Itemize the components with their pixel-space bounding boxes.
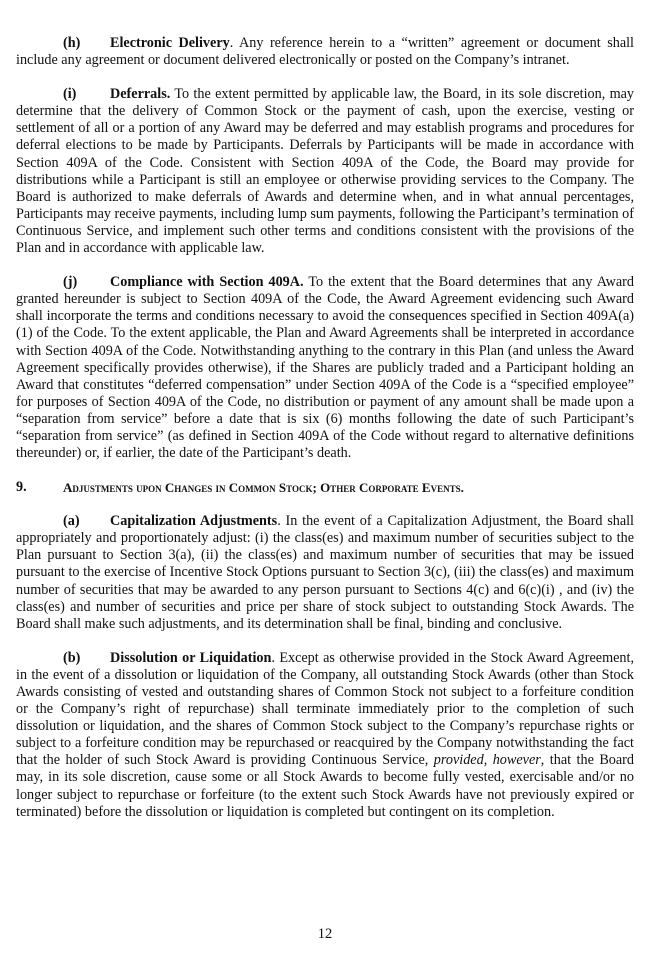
spacer [16,257,634,274]
spacer [16,462,634,479]
section-a-capitalization-adjustments [16,513,634,633]
section-h-heading: Electronic Delivery [110,35,230,51]
section-b-dissolution-liquidation [16,650,634,821]
spacer [16,633,634,650]
section-i-body: To the extent permitted by applicable law, the Board, in its sole discretion, may determine that the delivery of Common Stock or the payment of cash, upon the exercise, vesting or settlement of all or a portion of any Award may be deferred and may establish programs and procedures for deferral elections to be made by Participants. Deferrals by Participants will be made in accordance with Section 409A of the Code. Consistent with Section 409A of the Code, the Board may provide for distributions while a Participant is still an employee or otherwise providing services to the Company. The Board is authorized to make deferrals of Awards and determine when, and in what annual percentages, Participants may receive payments, including lump sum payments, following the Participant’s termination of Continuous Service, and implement such other terms and conditions consistent with the provisions of the Plan and in accordance with applicable law. [16,86,634,257]
spacer [16,496,634,513]
section-j-heading: Compliance with Section 409A. [110,274,304,291]
section-9-number: 9. [16,479,27,496]
section-h-electronic-delivery [16,35,634,69]
section-i-heading: Deferrals. [110,86,171,103]
section-a-number: (a) [63,513,80,530]
section-j-body: To the extent that the Board determines that any Award granted hereunder is subject to Section 409A of the Code, the Award Agreement evidencing such Award shall incorporate the terms and conditions necessary to avoid the consequences specified in Section 409A(a)(1) of the Code. To the extent applicable, the Plan and Award Agreements shall be interpreted in accordance with Section 409A of the Code. Notwithstanding anything to the contrary in this Plan (and unless the Award Agreement specifically provides otherwise), if the Shares are publicly traded and a Participant holding an Award that constitutes “deferred compensation” under Section 409A of the Code is a “specified employee” for purposes of Section 409A of the Code, no distribution or payment of any amount shall be made upon a “separation from service” before a date that is six (6) months following the date of such Participant’s “separation from service” (as defined in Section 409A of the Code without regard to alternative definitions thereunder) or, if earlier, the date of the Participant’s death. [16,274,634,462]
section-a-body: In the event of a Capitalization Adjustment, the Board shall appropriately and proportionately adjust: (i) the class(es) and maximum number of securities subject to the Plan pursuant to Section 3(a), (ii) the class(es) and maximum number of securities that may be issued pursuant to the exercise of Incentive Stock Options pursuant to Section 3(c), (iii) the class(es) and maximum number of securities that may be awarded to any person pursuant to Sections 4(c) and 6(c)(i) , and (iv) the class(es) and number of securities and price per share of stock subject to outstanding Stock Awards. The Board shall make such adjustments, and its determination shall be final, binding and conclusive. [16,513,635,632]
section-a-heading-punct: . [277,513,281,530]
section-i-number: (i) [63,86,77,103]
section-b-number: (b) [63,649,81,666]
section-b-heading-punct: . [271,649,275,666]
section-h-number: (h) [63,35,81,51]
section-j-compliance-409a [16,274,634,462]
section-a-heading: Capitalization Adjustments [110,513,278,530]
section-b-body-part1: Except as otherwise provided in the Stock Award Agreement, in the event of a dissolution or liquidation of the Company, all outstanding Stock Awards (other than Stock Awards consisting of vested and outstanding shares of Common Stock not subject to a forfeiture condition or the Company’s right of repurchase) shall terminate immediately prior to the completion of such dissolution or liquidation, and the shares of Common Stock subject to the Company’s repurchase rights or subject to a forfeiture condition may be repurchased or reacquired by the Company notwithstanding the fact that the holder of such Stock Award is providing Continuous Service, [16,649,634,769]
section-b-body-italic: provided, however [433,752,541,769]
section-9-heading [16,479,634,496]
section-j-number: (j) [63,274,78,291]
section-b-body-part2: , that the Board may, in its sole discretion, cause some or all Stock Awards to become fully vested, exercisable and/or no longer subject to repurchase or forfeiture (to the extent such Stock Awards have not previously expired or terminated) before the dissolution or liquidation is completed but contingent on its completion. [16,752,635,820]
section-i-deferrals [16,86,634,257]
document-page [16,35,634,821]
section-h-heading-punct: . [229,35,234,51]
section-h-body: Any reference herein to a “written” agreement or document shall include any agreement or document delivered electronically or posted on the Company’s intranet. [16,35,634,69]
section-b-heading: Dissolution or Liquidation [110,649,272,666]
section-9-title: Adjustments upon Changes in Common Stock; Other Corporate Events. [63,480,464,496]
page-number: 12 [317,926,333,942]
spacer [16,69,634,86]
